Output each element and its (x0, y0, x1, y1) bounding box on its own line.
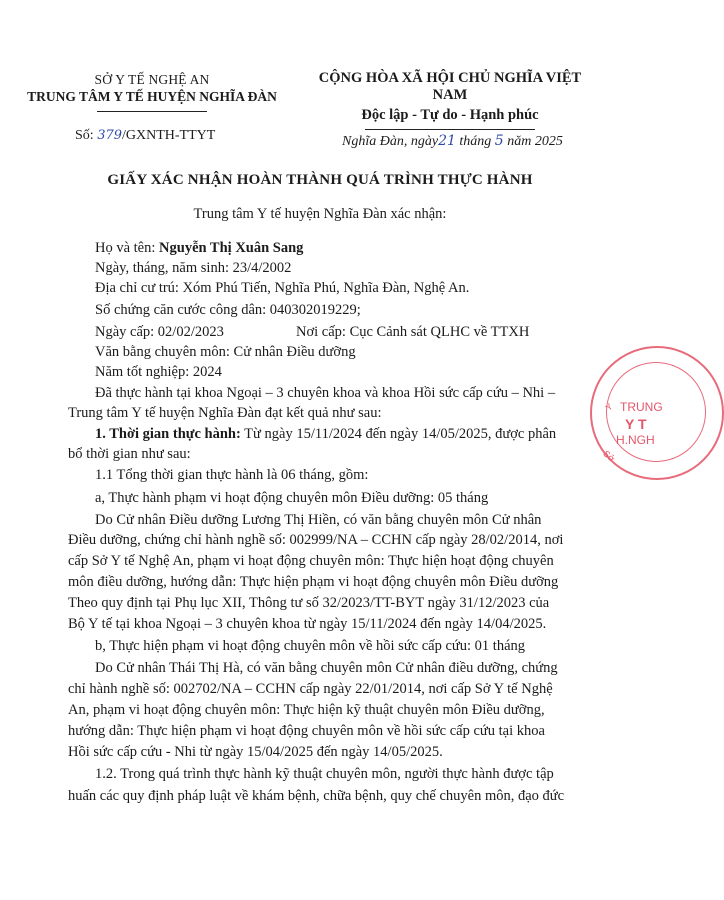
item-b-line3: An, phạm vi hoạt động chuyên môn: Thực hiện kỹ thuật chuyên môn Điều dưỡng, (68, 702, 545, 718)
section1-2-line1: 1.2. Trong quá trình thực hành kỹ thuật chuyên môn, người thực hành được tập (95, 766, 554, 782)
name-label: Họ và tên: (95, 240, 160, 256)
item-a-line6: Bộ Y tế tại khoa Ngoại – 3 chuyên khoa từ ngày 15/11/2024 đến ngày 14/04/2025. (68, 616, 547, 632)
item-b-line4: hướng dẫn: Thực hiện phạm vi hoạt động chuyên môn về hồi sức cấp cứu tại khoa (68, 723, 545, 739)
item-b-heading: b, Thực hiện phạm vi hoạt động chuyên môn về hồi sức cấp cứu: 01 tháng (95, 638, 526, 654)
month-label: tháng (455, 134, 495, 149)
section1-2-line2: huấn các quy định pháp luật về khám bệnh, chữa bệnh, quy chế chuyên môn, đạo đức (68, 788, 565, 804)
country-name: CỘNG HÒA XÃ HỘI CHỦ NGHĨA VIỆT NAM (318, 70, 582, 103)
document-number (75, 128, 215, 144)
item-b-line5: Hồi sức cấp cứu - Nhi từ ngày 15/04/2025 đến ngày 14/05/2025. (68, 744, 443, 760)
year-label: năm 2025 (503, 134, 563, 149)
seal-text-line3: H.NGH (616, 433, 655, 447)
intro-text: Trung tâm Y tế huyện Nghĩa Đàn xác nhận: (193, 206, 447, 222)
seal-text-line2: Y T (625, 416, 647, 432)
center-name: TRUNG TÂM Y TẾ HUYỆN NGHĨA ĐÀN (27, 89, 277, 104)
motto-underline (365, 129, 535, 130)
issuer-block (26, 72, 278, 112)
issuer-underline (97, 111, 207, 112)
person-name: Nguyễn Thị Xuân Sang (159, 240, 304, 256)
person-address: Địa chỉ cư trú: Xóm Phú Tiến, Nghĩa Phú, Nghĩa Đàn, Nghệ An. (95, 280, 470, 296)
place-and-date (342, 133, 563, 150)
person-name-line (95, 240, 303, 257)
item-a-line2: Điều dưỡng, chứng chỉ hành nghề số: 002999/NA – CCHN cấp ngày 28/02/2014, nơi (68, 532, 564, 548)
item-a-line4: môn điều dưỡng, hướng dẫn: Thực hiện phạm vi hoạt động chuyên môn Điều dưỡng (68, 574, 559, 590)
id-issue-date: Ngày cấp: 02/02/2023 (95, 324, 224, 340)
item-a-line1: Do Cử nhân Điều dưỡng Lương Thị Hiền, có văn bằng chuyên môn Cử nhân (95, 512, 542, 528)
person-id-issue-line (95, 324, 224, 341)
day-handwritten: 21 (438, 133, 456, 149)
seal-text-line1: TRUNG (620, 400, 663, 414)
seal-letter-y: Y (603, 401, 615, 413)
person-id-number: Số chứng căn cước công dân: 040302019229; (95, 302, 361, 318)
doc-number-suffix: /GXNTH-TTYT (122, 128, 216, 143)
person-dob: Ngày, tháng, năm sinh: 23/4/2002 (95, 260, 292, 276)
seal-text-so: Sở (601, 448, 617, 464)
section1-line1 (95, 426, 556, 443)
id-issued-by: Nơi cấp: Cục Cảnh sát QLHC về TTXH (296, 324, 530, 340)
person-degree: Văn bằng chuyên môn: Cử nhân Điều dưỡng (95, 344, 356, 360)
section1-heading: 1. Thời gian thực hành: (95, 426, 241, 442)
person-grad-year: Năm tốt nghiệp: 2024 (95, 364, 222, 380)
department-name: SỞ Y TẾ NGHỆ AN (94, 72, 210, 87)
doc-number-prefix: Số: (75, 128, 98, 143)
doc-number-handwritten: 379 (97, 128, 123, 143)
month-handwritten: 5 (494, 133, 504, 149)
paragraph-practice-l2: Trung tâm Y tế huyện Nghĩa Đàn đạt kết quả như sau: (68, 405, 382, 421)
section1-1: 1.1 Tổng thời gian thực hành là 06 tháng, gồm: (95, 467, 369, 483)
place-label: Nghĩa Đàn, ngày (342, 134, 439, 149)
paragraph-practice-l1: Đã thực hành tại khoa Ngoại – 3 chuyên khoa và khoa Hồi sức cấp cứu – Nhi – (95, 385, 556, 401)
section1-text: Từ ngày 15/11/2024 đến ngày 14/05/2025, được phân (240, 426, 557, 442)
national-header (300, 70, 600, 130)
national-motto: Độc lập - Tự do - Hạnh phúc (361, 107, 539, 123)
item-b-line1: Do Cử nhân Thái Thị Hà, có văn bằng chuyên môn Cử nhân điều dưỡng, chứng (95, 660, 558, 676)
document-title: GIẤY XÁC NHẬN HOÀN THÀNH QUÁ TRÌNH THỰC HÀNH (107, 172, 533, 188)
item-a-line5: Theo quy định tại Phụ lục XII, Thông tư số 32/2023/TT-BYT ngày 31/12/2023 của (68, 595, 550, 611)
section1-line2: bổ thời gian như sau: (68, 446, 191, 462)
item-b-line2: chỉ hành nghề số: 002702/NA – CCHN cấp ngày 22/01/2014, nơi cấp Sở Y tế Nghệ (68, 681, 553, 697)
item-a-line3: cấp Sở Y tế Nghệ An, phạm vi hoạt động chuyên môn: Thực hiện hoạt động chuyên (68, 553, 554, 569)
item-a-heading: a, Thực hành phạm vi hoạt động chuyên môn Điều dưỡng: 05 tháng (95, 490, 489, 506)
